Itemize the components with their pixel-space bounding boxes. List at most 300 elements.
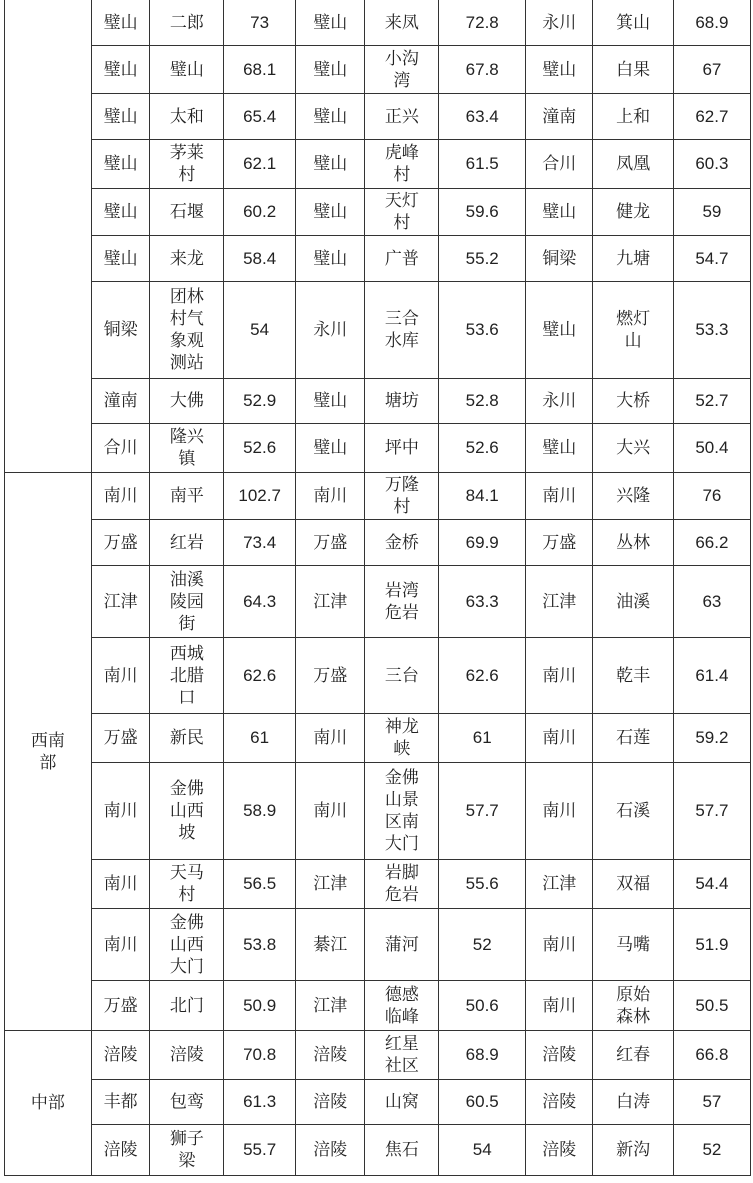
- county-name: 铜梁: [103, 320, 138, 340]
- rainfall-cell: 57.7: [673, 763, 750, 860]
- station-name: 上和: [616, 106, 651, 127]
- rainfall-cell: 67.8: [439, 46, 526, 94]
- county-cell: [295, 566, 364, 638]
- county-name: 合川: [103, 438, 138, 458]
- county-name: 铜梁: [542, 248, 577, 269]
- station-name: 二郎: [169, 12, 204, 33]
- station-name: 天灯村: [384, 191, 419, 233]
- rainfall-cell: 50.4: [673, 424, 750, 473]
- county-name: 万盛: [103, 995, 138, 1016]
- rainfall-cell: 70.8: [224, 1031, 296, 1080]
- county-name: 璧山: [313, 59, 348, 80]
- station-cell: [593, 763, 673, 860]
- county-name: 南川: [313, 486, 348, 506]
- county-name: 璧山: [103, 154, 138, 174]
- county-name: 璧山: [313, 12, 348, 33]
- county-name: 涪陵: [542, 1045, 577, 1065]
- county-cell: [526, 763, 593, 860]
- station-cell: [365, 236, 439, 282]
- county-cell: [526, 1125, 593, 1176]
- county-name: 璧山: [313, 202, 348, 222]
- station-cell: [365, 566, 439, 638]
- station-cell: [150, 424, 224, 473]
- county-cell: [295, 0, 364, 46]
- station-cell: [365, 94, 439, 140]
- rainfall-cell: 53.6: [439, 282, 526, 379]
- station-cell: [593, 0, 673, 46]
- county-cell: [91, 981, 150, 1031]
- station-cell: [593, 860, 673, 909]
- station-name: 神龙峡: [384, 717, 419, 759]
- station-name: 红岩: [169, 532, 204, 553]
- station-cell: [593, 909, 673, 981]
- rainfall-cell: 60.5: [439, 1080, 526, 1125]
- station-name: 璧山: [169, 59, 204, 80]
- station-name: 白果: [616, 59, 651, 80]
- county-name: 南川: [542, 995, 577, 1016]
- county-name: 涪陵: [313, 1092, 348, 1112]
- county-name: 永川: [313, 320, 348, 340]
- table-row: [5, 520, 751, 566]
- county-name: 綦江: [313, 934, 348, 955]
- rainfall-cell: 63: [673, 566, 750, 638]
- county-name: 璧山: [313, 438, 348, 458]
- county-name: 江津: [313, 995, 348, 1016]
- table-row: [5, 379, 751, 424]
- table-row: [5, 763, 751, 860]
- county-cell: [295, 714, 364, 763]
- rainfall-cell: 59: [673, 189, 750, 236]
- rainfall-cell: 69.9: [439, 520, 526, 566]
- rainfall-cell: 58.4: [224, 236, 296, 282]
- county-cell: [526, 860, 593, 909]
- station-name: 油溪: [616, 591, 651, 612]
- station-name: 西城北腊口: [169, 643, 204, 708]
- station-name: 箕山: [616, 12, 651, 33]
- county-cell: [526, 379, 593, 424]
- county-cell: [526, 424, 593, 473]
- rainfall-cell: 58.9: [224, 763, 296, 860]
- county-cell: [91, 473, 150, 520]
- county-cell: [526, 94, 593, 140]
- station-cell: [150, 909, 224, 981]
- county-cell: [295, 473, 364, 520]
- station-cell: [593, 46, 673, 94]
- county-name: 璧山: [313, 248, 348, 269]
- county-cell: [526, 473, 593, 520]
- table-row: [5, 424, 751, 473]
- county-cell: [295, 860, 364, 909]
- station-name: 茅莱村: [169, 143, 204, 185]
- station-name: 天马村: [169, 863, 204, 905]
- region-cell: [5, 0, 92, 473]
- county-name: 涪陵: [103, 1140, 138, 1160]
- station-name: 广普: [384, 248, 419, 269]
- rainfall-cell: 73.4: [224, 520, 296, 566]
- county-cell: [295, 1031, 364, 1080]
- rainfall-cell: 57: [673, 1080, 750, 1125]
- county-name: 璧山: [313, 154, 348, 174]
- county-name: 涪陵: [542, 1092, 577, 1112]
- station-name: 太和: [169, 106, 204, 127]
- county-name: 璧山: [103, 59, 138, 80]
- station-cell: [365, 424, 439, 473]
- table-row: [5, 282, 751, 379]
- station-cell: [593, 189, 673, 236]
- county-cell: [91, 1080, 150, 1125]
- table-body: [5, 0, 751, 1176]
- rainfall-cell: 84.1: [439, 473, 526, 520]
- rainfall-cell: 59.6: [439, 189, 526, 236]
- rainfall-cell: 68.9: [673, 0, 750, 46]
- county-cell: [526, 566, 593, 638]
- station-cell: [593, 236, 673, 282]
- county-name: 合川: [542, 154, 577, 174]
- county-cell: [295, 46, 364, 94]
- station-name: 团林村气象观测站: [169, 287, 204, 373]
- station-cell: [593, 94, 673, 140]
- rainfall-cell: 53.8: [224, 909, 296, 981]
- station-cell: [150, 473, 224, 520]
- station-name: 凤凰: [616, 154, 651, 174]
- rainfall-cell: 72.8: [439, 0, 526, 46]
- county-cell: [526, 1031, 593, 1080]
- rainfall-cell: 57.7: [439, 763, 526, 860]
- station-cell: [150, 981, 224, 1031]
- station-cell: [365, 909, 439, 981]
- county-name: 璧山: [542, 320, 577, 340]
- station-cell: [365, 763, 439, 860]
- station-cell: [150, 566, 224, 638]
- station-name: 双福: [616, 874, 651, 894]
- table-row: [5, 1080, 751, 1125]
- station-cell: [365, 140, 439, 189]
- rainfall-cell: 60.3: [673, 140, 750, 189]
- rainfall-cell: 52: [673, 1125, 750, 1176]
- station-name: 万隆村: [384, 475, 419, 517]
- station-name: 大兴: [616, 438, 651, 458]
- station-cell: [593, 520, 673, 566]
- station-name: 岩湾危岩: [384, 580, 419, 623]
- county-cell: [526, 140, 593, 189]
- county-name: 南川: [542, 486, 577, 506]
- station-cell: [150, 763, 224, 860]
- station-name: 岩脚危岩: [384, 863, 419, 905]
- station-cell: [593, 566, 673, 638]
- rainfall-cell: 62.1: [224, 140, 296, 189]
- rainfall-cell: 102.7: [224, 473, 296, 520]
- station-name: 金佛山西坡: [169, 779, 204, 843]
- county-cell: [91, 566, 150, 638]
- station-cell: [365, 1031, 439, 1080]
- county-name: 江津: [542, 591, 577, 612]
- station-cell: [593, 1031, 673, 1080]
- station-cell: [150, 638, 224, 714]
- rainfall-cell: 59.2: [673, 714, 750, 763]
- rainfall-cell: 51.9: [673, 909, 750, 981]
- rainfall-cell: 52: [439, 909, 526, 981]
- county-name: 璧山: [313, 391, 348, 411]
- rainfall-cell: 52.8: [439, 379, 526, 424]
- county-cell: [295, 379, 364, 424]
- rainfall-cell: 64.3: [224, 566, 296, 638]
- table-row: [5, 1125, 751, 1176]
- county-name: 璧山: [103, 248, 138, 269]
- county-name: 璧山: [542, 59, 577, 80]
- rainfall-cell: 54.7: [673, 236, 750, 282]
- county-name: 丰都: [103, 1092, 138, 1112]
- county-name: 璧山: [103, 202, 138, 222]
- county-name: 南川: [103, 801, 138, 821]
- county-name: 江津: [313, 874, 348, 894]
- station-cell: [365, 981, 439, 1031]
- station-name: 北门: [169, 995, 204, 1016]
- county-name: 江津: [313, 591, 348, 612]
- county-name: 涪陵: [103, 1045, 138, 1065]
- station-cell: [365, 189, 439, 236]
- county-cell: [295, 638, 364, 714]
- rainfall-cell: 55.2: [439, 236, 526, 282]
- station-cell: [593, 1080, 673, 1125]
- county-cell: [295, 981, 364, 1031]
- rainfall-cell: 62.7: [673, 94, 750, 140]
- rainfall-cell: 50.5: [673, 981, 750, 1031]
- station-name: 燃灯山: [616, 309, 651, 351]
- station-name: 焦石: [384, 1140, 419, 1160]
- rainfall-cell: 62.6: [224, 638, 296, 714]
- station-cell: [593, 424, 673, 473]
- rainfall-cell: 50.9: [224, 981, 296, 1031]
- station-name: 原始森林: [616, 984, 651, 1027]
- station-cell: [150, 520, 224, 566]
- county-cell: [526, 714, 593, 763]
- station-cell: [150, 236, 224, 282]
- station-name: 坪中: [384, 438, 419, 458]
- county-cell: [91, 909, 150, 981]
- station-cell: [365, 638, 439, 714]
- station-name: 油溪陵园街: [169, 569, 204, 634]
- county-name: 万盛: [103, 532, 138, 553]
- station-cell: [593, 638, 673, 714]
- county-cell: [526, 981, 593, 1031]
- county-cell: [526, 236, 593, 282]
- station-name: 健龙: [616, 202, 651, 222]
- rainfall-station-table: [4, 0, 751, 1176]
- station-name: 白涛: [616, 1092, 651, 1112]
- station-cell: [593, 473, 673, 520]
- county-cell: [295, 94, 364, 140]
- station-cell: [150, 860, 224, 909]
- rainfall-cell: 50.6: [439, 981, 526, 1031]
- county-name: 万盛: [103, 728, 138, 748]
- station-cell: [150, 1125, 224, 1176]
- rainfall-cell: 65.4: [224, 94, 296, 140]
- county-name: 永川: [542, 12, 577, 33]
- county-cell: [91, 1125, 150, 1176]
- station-name: 塘坊: [384, 391, 419, 411]
- rainfall-cell: 68.1: [224, 46, 296, 94]
- station-name: 石堰: [169, 202, 204, 222]
- county-cell: [295, 1125, 364, 1176]
- rainfall-cell: 73: [224, 0, 296, 46]
- county-cell: [91, 282, 150, 379]
- station-cell: [365, 860, 439, 909]
- station-name: 来凤: [384, 12, 419, 33]
- station-cell: [365, 1125, 439, 1176]
- county-cell: [526, 0, 593, 46]
- county-name: 南川: [542, 934, 577, 955]
- table-row: [5, 566, 751, 638]
- table-row: [5, 860, 751, 909]
- station-name: 小沟湾: [384, 48, 419, 91]
- station-name: 正兴: [384, 106, 419, 127]
- county-cell: [526, 189, 593, 236]
- county-cell: [91, 860, 150, 909]
- rainfall-cell: 61: [439, 714, 526, 763]
- rainfall-cell: 66.8: [673, 1031, 750, 1080]
- county-name: 璧山: [103, 106, 138, 127]
- station-name: 狮子梁: [169, 1129, 204, 1171]
- station-name: 来龙: [169, 248, 204, 269]
- station-cell: [150, 94, 224, 140]
- station-name: 隆兴镇: [169, 427, 204, 469]
- county-cell: [91, 140, 150, 189]
- table-row: [5, 140, 751, 189]
- county-name: 璧山: [103, 12, 138, 33]
- county-name: 永川: [542, 391, 577, 411]
- county-cell: [295, 140, 364, 189]
- station-name: 山窝: [384, 1092, 419, 1112]
- county-cell: [91, 379, 150, 424]
- station-name: 德感临峰: [384, 984, 419, 1027]
- region-cell: [5, 1031, 92, 1176]
- station-cell: [150, 714, 224, 763]
- county-cell: [295, 424, 364, 473]
- station-cell: [365, 520, 439, 566]
- station-name: 大桥: [616, 391, 651, 411]
- county-cell: [295, 909, 364, 981]
- station-name: 马嘴: [616, 934, 651, 955]
- station-name: 包鸾: [169, 1092, 204, 1112]
- county-cell: [91, 638, 150, 714]
- station-name: 红星社区: [384, 1034, 419, 1076]
- rainfall-cell: 61.4: [673, 638, 750, 714]
- rainfall-cell: 68.9: [439, 1031, 526, 1080]
- county-name: 万盛: [313, 532, 348, 553]
- rainfall-cell: 61.3: [224, 1080, 296, 1125]
- county-cell: [91, 236, 150, 282]
- county-cell: [295, 520, 364, 566]
- rainfall-cell: 56.5: [224, 860, 296, 909]
- rainfall-cell: 60.2: [224, 189, 296, 236]
- county-name: 江津: [103, 591, 138, 612]
- station-name: 南平: [169, 486, 204, 506]
- station-cell: [593, 714, 673, 763]
- county-cell: [526, 46, 593, 94]
- county-cell: [91, 714, 150, 763]
- county-name: 潼南: [542, 106, 577, 127]
- county-cell: [91, 94, 150, 140]
- rainfall-cell: 52.9: [224, 379, 296, 424]
- county-name: 南川: [313, 728, 348, 748]
- rainfall-cell: 54.4: [673, 860, 750, 909]
- station-name: 金桥: [384, 532, 419, 553]
- station-cell: [150, 46, 224, 94]
- county-name: 璧山: [542, 438, 577, 458]
- station-cell: [150, 1031, 224, 1080]
- station-cell: [150, 1080, 224, 1125]
- rainfall-cell: 52.7: [673, 379, 750, 424]
- station-cell: [365, 1080, 439, 1125]
- county-name: 涪陵: [542, 1140, 577, 1160]
- rainfall-cell: 53.3: [673, 282, 750, 379]
- table-row: [5, 189, 751, 236]
- county-cell: [526, 638, 593, 714]
- county-name: 万盛: [313, 665, 348, 686]
- county-cell: [526, 1080, 593, 1125]
- rainfall-cell: 63.3: [439, 566, 526, 638]
- station-cell: [150, 140, 224, 189]
- station-cell: [593, 282, 673, 379]
- station-name: 三台: [384, 665, 419, 686]
- county-cell: [295, 189, 364, 236]
- rainfall-cell: 61.5: [439, 140, 526, 189]
- county-name: 南川: [103, 874, 138, 894]
- county-name: 璧山: [313, 106, 348, 127]
- station-name: 兴隆: [616, 486, 651, 506]
- station-name: 红春: [616, 1045, 651, 1065]
- rainfall-cell: 55.7: [224, 1125, 296, 1176]
- station-cell: [150, 0, 224, 46]
- region-label: 西南部: [30, 730, 65, 773]
- station-cell: [150, 282, 224, 379]
- station-name: 大佛: [169, 391, 204, 411]
- rainfall-cell: 66.2: [673, 520, 750, 566]
- region-cell: [5, 473, 92, 1031]
- table-row: [5, 94, 751, 140]
- table-row: [5, 1031, 751, 1080]
- county-name: 璧山: [542, 202, 577, 222]
- station-name: 涪陵: [169, 1045, 204, 1065]
- station-name: 金佛山景区南大门: [384, 768, 419, 854]
- station-cell: [365, 0, 439, 46]
- table-row: [5, 236, 751, 282]
- county-name: 南川: [103, 665, 138, 686]
- station-name: 新沟: [616, 1140, 651, 1160]
- table-row: [5, 909, 751, 981]
- county-cell: [295, 1080, 364, 1125]
- rainfall-cell: 52.6: [224, 424, 296, 473]
- county-cell: [526, 909, 593, 981]
- county-cell: [91, 763, 150, 860]
- station-name: 石莲: [616, 728, 651, 748]
- county-cell: [295, 763, 364, 860]
- station-cell: [593, 379, 673, 424]
- rainfall-cell: 67: [673, 46, 750, 94]
- county-cell: [91, 520, 150, 566]
- rainfall-cell: 54: [224, 282, 296, 379]
- station-name: 石溪: [616, 801, 651, 821]
- station-cell: [365, 714, 439, 763]
- region-label: 中部: [30, 1093, 65, 1113]
- county-cell: [526, 282, 593, 379]
- county-name: 南川: [313, 801, 348, 821]
- county-name: 涪陵: [313, 1140, 348, 1160]
- station-name: 金佛山西大门: [169, 912, 204, 977]
- county-name: 涪陵: [313, 1045, 348, 1065]
- rainfall-cell: 63.4: [439, 94, 526, 140]
- station-name: 九塘: [616, 248, 651, 269]
